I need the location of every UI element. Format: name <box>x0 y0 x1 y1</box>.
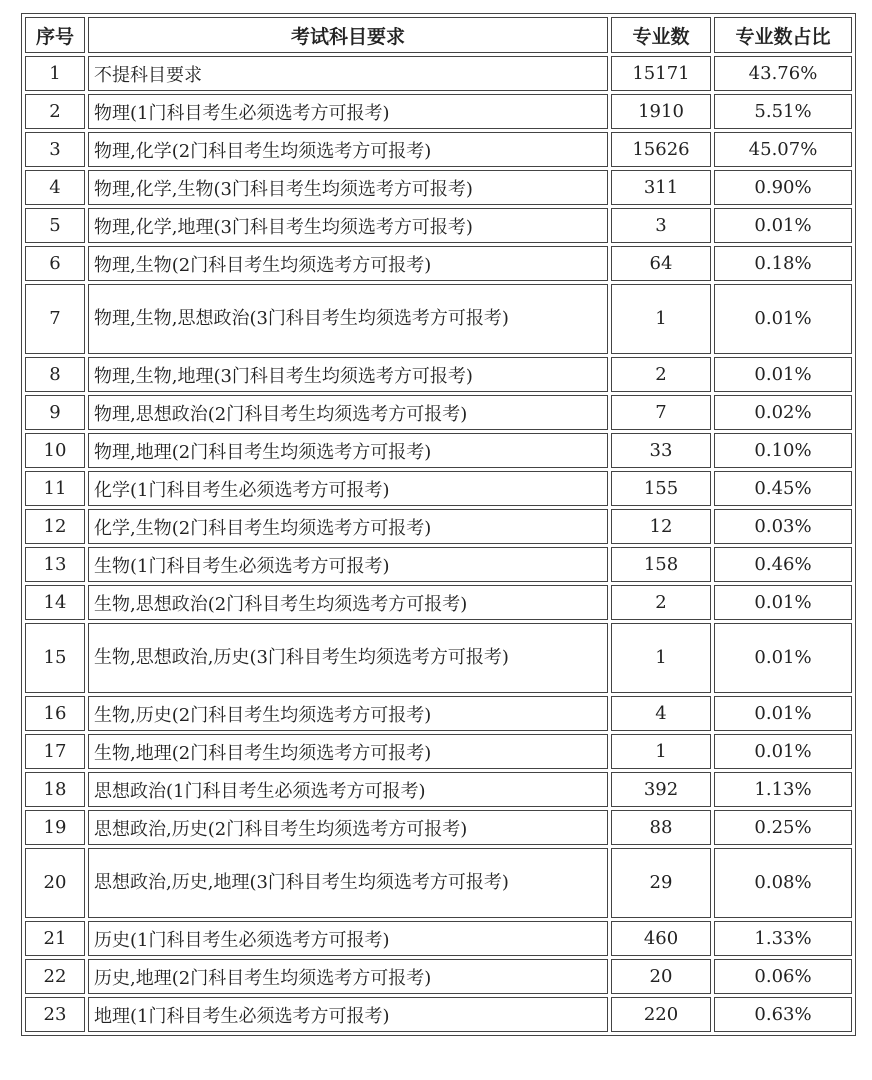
row-major-percent: 0.01% <box>714 585 852 620</box>
row-index: 20 <box>25 848 85 918</box>
row-index: 17 <box>25 734 85 769</box>
row-requirement: 物理,化学(2门科目考生均须选考方可报考) <box>88 132 608 167</box>
table-row <box>25 772 852 807</box>
row-major-count: 33 <box>611 433 711 468</box>
header-index: 序号 <box>25 17 85 53</box>
row-index: 6 <box>25 246 85 281</box>
row-major-percent: 0.06% <box>714 959 852 994</box>
table-row <box>25 734 852 769</box>
row-major-percent: 0.08% <box>714 848 852 918</box>
row-major-percent: 0.10% <box>714 433 852 468</box>
row-index: 3 <box>25 132 85 167</box>
row-major-count: 158 <box>611 547 711 582</box>
table-row <box>25 997 852 1032</box>
row-requirement: 思想政治,历史,地理(3门科目考生均须选考方可报考) <box>88 848 608 918</box>
row-index: 15 <box>25 623 85 693</box>
table-body <box>25 56 852 1032</box>
row-requirement: 物理,地理(2门科目考生均须选考方可报考) <box>88 433 608 468</box>
row-major-count: 88 <box>611 810 711 845</box>
row-major-percent: 0.46% <box>714 547 852 582</box>
table-row <box>25 208 852 243</box>
table-row <box>25 357 852 392</box>
table-row <box>25 696 852 731</box>
row-requirement: 生物(1门科目考生必须选考方可报考) <box>88 547 608 582</box>
row-requirement: 物理,思想政治(2门科目考生均须选考方可报考) <box>88 395 608 430</box>
row-index: 19 <box>25 810 85 845</box>
row-index: 22 <box>25 959 85 994</box>
table-row <box>25 132 852 167</box>
table-row <box>25 471 852 506</box>
table-row <box>25 170 852 205</box>
row-requirement: 思想政治(1门科目考生必须选考方可报考) <box>88 772 608 807</box>
row-major-count: 4 <box>611 696 711 731</box>
row-requirement: 不提科目要求 <box>88 56 608 91</box>
table-row <box>25 623 852 693</box>
row-major-percent: 0.03% <box>714 509 852 544</box>
row-index: 5 <box>25 208 85 243</box>
row-major-percent: 0.18% <box>714 246 852 281</box>
table-row <box>25 284 852 354</box>
row-index: 1 <box>25 56 85 91</box>
row-major-percent: 43.76% <box>714 56 852 91</box>
row-requirement: 生物,历史(2门科目考生均须选考方可报考) <box>88 696 608 731</box>
row-requirement: 化学(1门科目考生必须选考方可报考) <box>88 471 608 506</box>
row-requirement: 物理(1门科目考生必须选考方可报考) <box>88 94 608 129</box>
table-row <box>25 56 852 91</box>
row-major-count: 311 <box>611 170 711 205</box>
row-major-percent: 0.01% <box>714 734 852 769</box>
row-major-count: 155 <box>611 471 711 506</box>
subject-requirements-table <box>21 13 856 1036</box>
row-major-count: 64 <box>611 246 711 281</box>
row-major-count: 1910 <box>611 94 711 129</box>
row-major-percent: 45.07% <box>714 132 852 167</box>
row-major-percent: 1.13% <box>714 772 852 807</box>
row-requirement: 物理,化学,生物(3门科目考生均须选考方可报考) <box>88 170 608 205</box>
row-requirement: 物理,生物(2门科目考生均须选考方可报考) <box>88 246 608 281</box>
row-requirement: 物理,化学,地理(3门科目考生均须选考方可报考) <box>88 208 608 243</box>
row-requirement: 生物,地理(2门科目考生均须选考方可报考) <box>88 734 608 769</box>
row-requirement: 物理,生物,地理(3门科目考生均须选考方可报考) <box>88 357 608 392</box>
row-index: 12 <box>25 509 85 544</box>
table-row <box>25 509 852 544</box>
row-index: 23 <box>25 997 85 1032</box>
row-major-count: 29 <box>611 848 711 918</box>
row-major-percent: 0.45% <box>714 471 852 506</box>
row-major-count: 20 <box>611 959 711 994</box>
row-major-count: 15626 <box>611 132 711 167</box>
row-major-percent: 0.63% <box>714 997 852 1032</box>
row-major-count: 1 <box>611 734 711 769</box>
header-major-percent: 专业数占比 <box>714 17 852 53</box>
row-major-percent: 0.01% <box>714 208 852 243</box>
row-major-count: 1 <box>611 623 711 693</box>
row-requirement: 化学,生物(2门科目考生均须选考方可报考) <box>88 509 608 544</box>
row-requirement: 生物,思想政治,历史(3门科目考生均须选考方可报考) <box>88 623 608 693</box>
row-major-count: 12 <box>611 509 711 544</box>
row-index: 7 <box>25 284 85 354</box>
table-row <box>25 959 852 994</box>
row-index: 10 <box>25 433 85 468</box>
table-row <box>25 395 852 430</box>
row-major-count: 220 <box>611 997 711 1032</box>
row-requirement: 思想政治,历史(2门科目考生均须选考方可报考) <box>88 810 608 845</box>
row-index: 18 <box>25 772 85 807</box>
table-row <box>25 433 852 468</box>
row-major-percent: 0.01% <box>714 696 852 731</box>
row-requirement: 物理,生物,思想政治(3门科目考生均须选考方可报考) <box>88 284 608 354</box>
row-major-percent: 5.51% <box>714 94 852 129</box>
row-index: 11 <box>25 471 85 506</box>
row-index: 4 <box>25 170 85 205</box>
row-major-percent: 0.01% <box>714 357 852 392</box>
table-row <box>25 921 852 956</box>
row-major-percent: 0.25% <box>714 810 852 845</box>
row-index: 14 <box>25 585 85 620</box>
table-row <box>25 94 852 129</box>
row-requirement: 历史,地理(2门科目考生均须选考方可报考) <box>88 959 608 994</box>
row-index: 21 <box>25 921 85 956</box>
row-major-count: 2 <box>611 357 711 392</box>
row-index: 16 <box>25 696 85 731</box>
row-major-percent: 0.90% <box>714 170 852 205</box>
table-row <box>25 848 852 918</box>
row-index: 9 <box>25 395 85 430</box>
row-major-percent: 1.33% <box>714 921 852 956</box>
row-index: 2 <box>25 94 85 129</box>
header-requirement: 考试科目要求 <box>88 17 608 53</box>
table-row <box>25 547 852 582</box>
table-header-row <box>25 17 852 53</box>
table-row <box>25 810 852 845</box>
row-major-count: 2 <box>611 585 711 620</box>
subject-requirements-table-container <box>21 13 851 1036</box>
row-requirement: 生物,思想政治(2门科目考生均须选考方可报考) <box>88 585 608 620</box>
row-major-count: 1 <box>611 284 711 354</box>
table-row <box>25 246 852 281</box>
row-index: 13 <box>25 547 85 582</box>
row-major-percent: 0.02% <box>714 395 852 430</box>
row-major-count: 3 <box>611 208 711 243</box>
row-index: 8 <box>25 357 85 392</box>
row-major-percent: 0.01% <box>714 623 852 693</box>
row-major-count: 460 <box>611 921 711 956</box>
header-major-count: 专业数 <box>611 17 711 53</box>
row-major-count: 392 <box>611 772 711 807</box>
row-major-count: 7 <box>611 395 711 430</box>
table-row <box>25 585 852 620</box>
row-requirement: 地理(1门科目考生必须选考方可报考) <box>88 997 608 1032</box>
row-major-percent: 0.01% <box>714 284 852 354</box>
row-requirement: 历史(1门科目考生必须选考方可报考) <box>88 921 608 956</box>
row-major-count: 15171 <box>611 56 711 91</box>
